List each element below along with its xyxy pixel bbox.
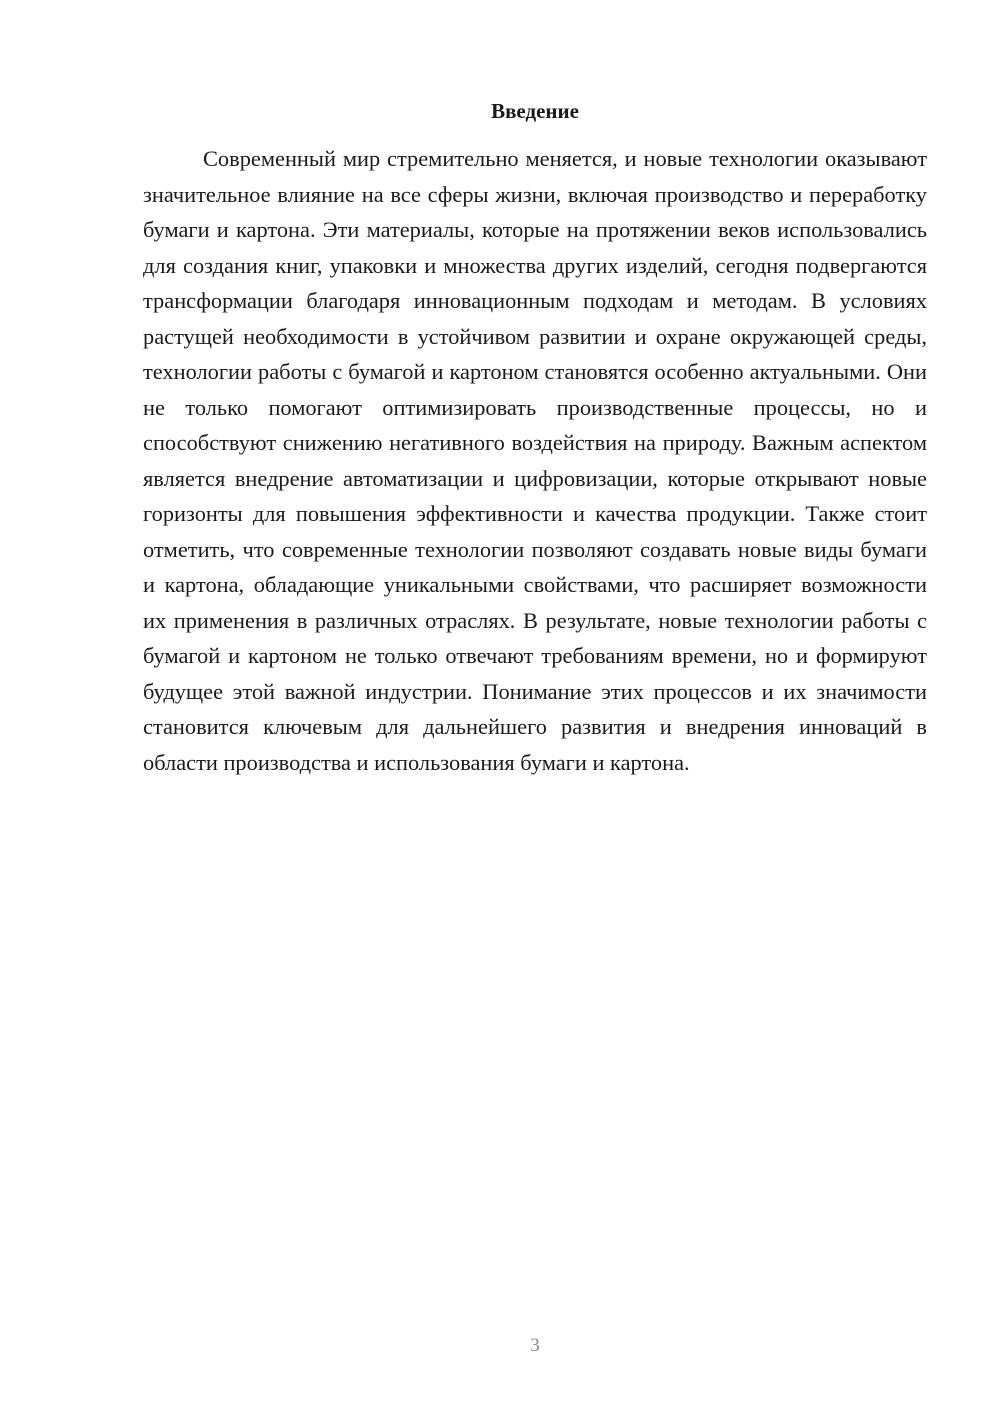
page-number: 3 [530, 1335, 540, 1356]
intro-paragraph: Современный мир стремительно меняется, и новые технологии оказывают значительное влияние на все сферы жизни, включая производство и переработку бумаги и картона. Эти материалы, которые на протяжении веков использовались для создания книг, упаковки и множества других изделий, сегодня подвергаются трансформации благодаря инновационным подходам и методам. В условиях растущей необходимости в устойчивом развитии и охране окружающей среды, технологии работы с бумагой и картоном становятся особенно актуальными. Они не только помогают оптимизировать производственные процессы, но и способствуют снижению негативного воздействия на природу. Важным аспектом является внедрение автоматизации и цифровизации, которые открывают новые горизонты для повышения эффективности и качества продукции. Также стоит отметить, что современные технологии позволяют создавать новые виды бумаги и картона, обладающие уникальными свойствами, что расширяет возможности их применения в различных отраслях. В результате, новые технологии работы с бумагой и картоном не только отвечают требованиям времени, но и формируют будущее этой важной индустрии. Понимание этих процессов и их значимости становится ключевым для дальнейшего развития и внедрения инноваций в области производства и использования бумаги и картона. [143, 146, 927, 775]
page-title: Введение [491, 99, 579, 123]
